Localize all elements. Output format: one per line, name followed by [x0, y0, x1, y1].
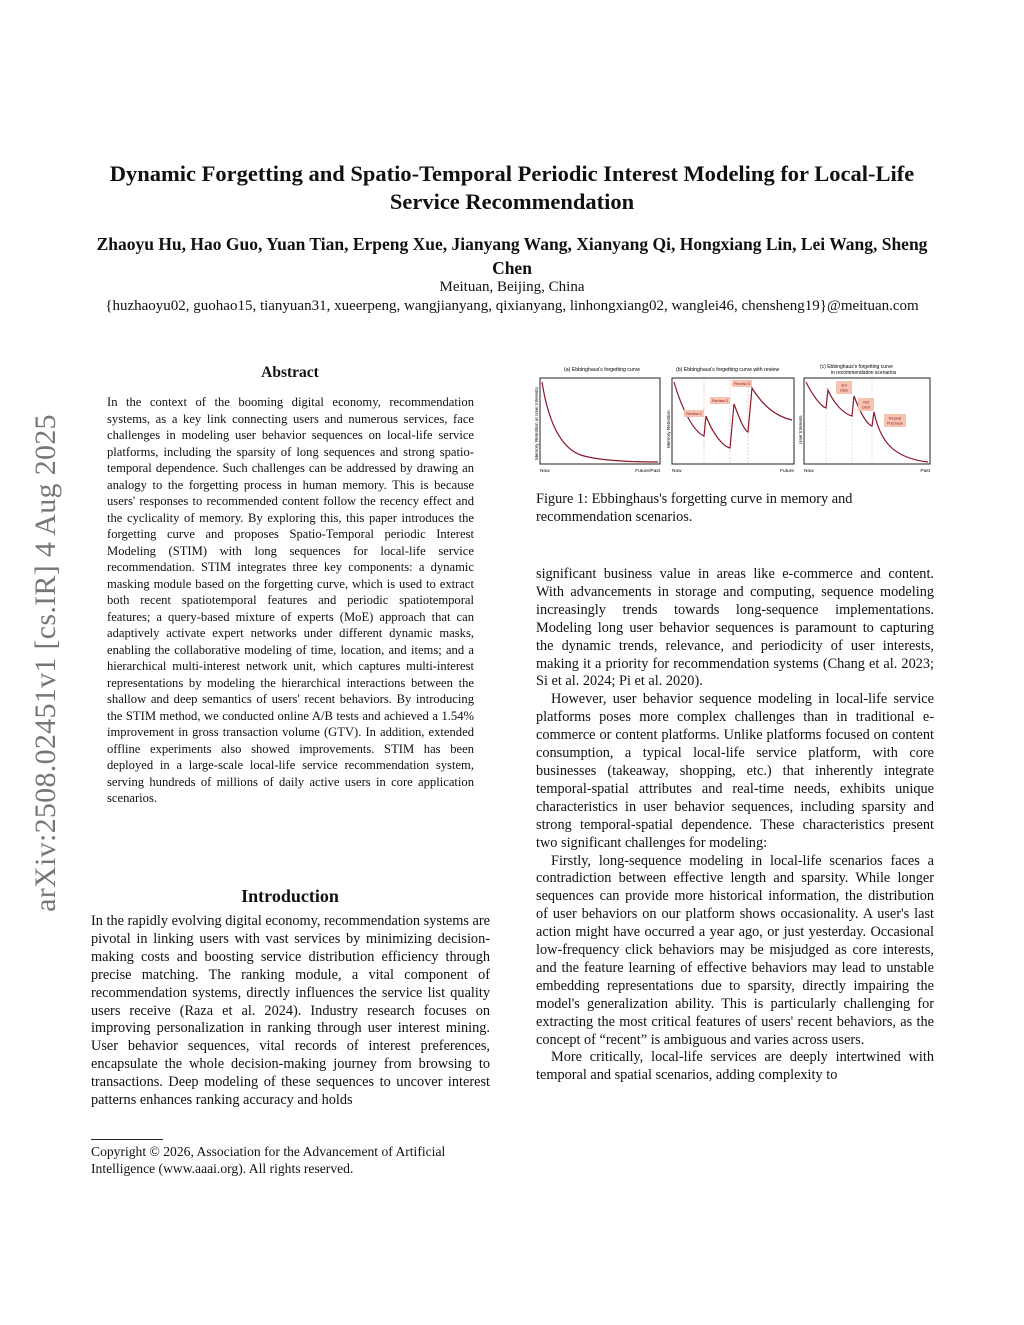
panel-c-xright: Past — [920, 469, 930, 474]
panel-c-xleft: Now — [804, 469, 814, 474]
author-emails: {huzhaoyu02, guohao15, tianyuan31, xueerpeng, wangjianyang, qixianyang, linhongxiang02, wanglei46, chensheng19}@meituan.com — [105, 298, 919, 314]
panel-c-click-2nd-word: Click — [861, 405, 871, 410]
forgetting-curve-figure — [534, 360, 934, 478]
footnote-rule — [91, 1139, 163, 1140]
panel-c-repeat: Repeat — [888, 416, 902, 421]
copyright-notice: Copyright © 2026, Association for the Advancement of Artificial Intelligence (www.aaai.org). All rights reserved. — [91, 1144, 446, 1176]
affiliation-block — [100, 278, 924, 316]
panel-a-xright: Future/Past — [635, 469, 660, 474]
panel-c-ylabel: User Interests — [798, 415, 803, 444]
panel-c-click-3rd-word: Click — [839, 388, 849, 393]
panel-c-purchase: Purchase — [886, 421, 904, 426]
panel-a-xleft: Now — [540, 469, 550, 474]
abstract-text: In the context of the booming digital economy, recommendation systems, as a key link connecting users and numerous services, face challenges in modeling user behavior sequences on local-life service platforms, including the sparsity of long sequences and strong spatio-temporal dependence. Such challenges can be addressed by drawing an analogy to the forgetting process in human memory. This is because users' responses to recommended content follow the recency effect and the cyclicality of memory. By exploring this, this paper introduces the forgetting curve and proposes Spatio-Temporal periodic Interest Modeling (STIM) with long sequences for local-life service recommendation. STIM integrates three key components: a dynamic masking module based on the forgetting curve, which is used to extract both recent spatiotemporal features and periodic spatiotemporal features; a query-based mixture of experts (MoE) approach that can adaptively activate expert networks under different dynamic masks, enabling the collaborative modeling of time, location, and items; and a hierarchical multi-interest network unit, which captures multi-interest representations by modeling the hierarchical interactions between the shallow and deep semantics of users' recent behaviors. By introducing the STIM method, we conducted online A/B tests and achieved a 1.54% improvement in gross transaction volume (GTV). In addition, extended offline experiments also showed improvements. STIM has been deployed in a large-scale local-life service recommendation system, serving hundreds of millions of daily active users in core application scenarios. — [107, 395, 474, 805]
paragraph: significant business value in areas like e-commerce and content. With advancements in storage and computing, sequence modeling increasingly trends towards long-sequence implementations. Modeling long user behavior sequences is paramount to capturing the dynamic trends, relevance, and periodicity of user interests, making it a priority for recommendation systems (Chang et al. 2023; Si et al. 2024; Pi et al. 2020). — [536, 566, 934, 690]
paragraph: Firstly, long-sequence modeling in local-life scenarios faces a contradiction between effective length and sparsity. While longer sequences can provide more historical information, the distribution of user behaviors on our platform shows occasionality. A user's last action might have occurred a year ago, or just yesterday. Occasional low-frequency click behaviors may be misjudged as core interests, and the feature learning of effective behaviors may lead to unstable embedding representations due to sparsity, directly impairing the model's generalization ability. This is particularly challenging for extracting the most critical features of users' recent behaviors, as the concept of “recent” is ambiguous and varies across users. — [536, 852, 934, 1048]
figure-1 — [534, 360, 934, 478]
panel-a-ylabel: Memory Retention or User Interests — [534, 387, 539, 460]
arxiv-identifier: arXiv:2508.02451v1 [cs.IR] 4 Aug 2025 — [29, 413, 62, 912]
introduction-heading: Introduction — [241, 886, 339, 906]
paragraph: However, user behavior sequence modeling in local-life service platforms poses more complex challenges than in traditional e-commerce or content platforms. Unlike platforms focused on content consumption, a typical local-life service platform, with core businesses (takeaway, shopping, etc.) that inherently integrate temporal-spatial attributes and real-time needs, exhibits unique characteristics in user behavior sequences, including sparsity and strong temporal-spatial dependence. These characteristics present two significant challenges for modeling: — [536, 691, 934, 851]
panel-b-review-1: Review 1 — [686, 412, 702, 416]
panel-c-click-2nd: 2nd — [862, 400, 870, 405]
panel-c-title-2: in recommendation scenarios — [831, 370, 897, 376]
panel-b-review-2: Review 2 — [712, 399, 728, 403]
panel-b-ylabel: Memory Retention — [666, 410, 671, 448]
panel-b-xright: Future — [780, 469, 794, 474]
panel-a-frame — [540, 378, 660, 464]
affiliation: Meituan, Beijing, China — [439, 279, 585, 295]
panel-c-title-1: (c) Ebbinghaus's forgetting curve — [820, 364, 893, 370]
panel-b-xleft: Now — [672, 469, 682, 474]
panel-c-click-3rd: 3rd — [841, 383, 847, 388]
panel-b-review-3: Review 3 — [734, 382, 750, 386]
figure-caption: Figure 1: Ebbinghaus's forgetting curve in memory and recommendation scenarios. — [536, 491, 853, 525]
paper-title: Dynamic Forgetting and Spatio-Temporal Periodic Interest Modeling for Local-Life Service Recommendation — [109, 161, 915, 214]
panel-b-title: (b) Ebbinghaus's forgetting curve with review — [676, 367, 780, 373]
introduction-text: In the rapidly evolving digital economy, recommendation systems are pivotal in linking users with vast services by minimizing decision-making costs and boosting service distribution efficiency through precise matching. The ranking module, a vital component of recommendation systems, directly influences the service list quality users receive (Raza et al. 2024). Industry research focuses on improving personalization in ranking through user interest mining. User behavior sequences, vital records of interest preferences, encapsulate the whole decision-making journey from browsing to transactions. Deep modeling of these sequences to uncover interest patterns enhances ranking accuracy and holds — [91, 913, 490, 1109]
paragraph: More critically, local-life services are deeply intertwined with temporal and spatial scenarios, adding complexity to — [536, 1049, 934, 1084]
panel-c-frame — [804, 378, 930, 464]
right-column-text — [536, 566, 934, 1085]
abstract-heading: Abstract — [261, 364, 319, 381]
panel-a-title: (a) Ebbinghaus's forgetting curve — [564, 367, 640, 373]
author-list: Zhaoyu Hu, Hao Guo, Yuan Tian, Erpeng Xue, Jianyang Wang, Xianyang Qi, Hongxiang Lin, Lei Wang, Sheng Chen — [96, 234, 928, 278]
